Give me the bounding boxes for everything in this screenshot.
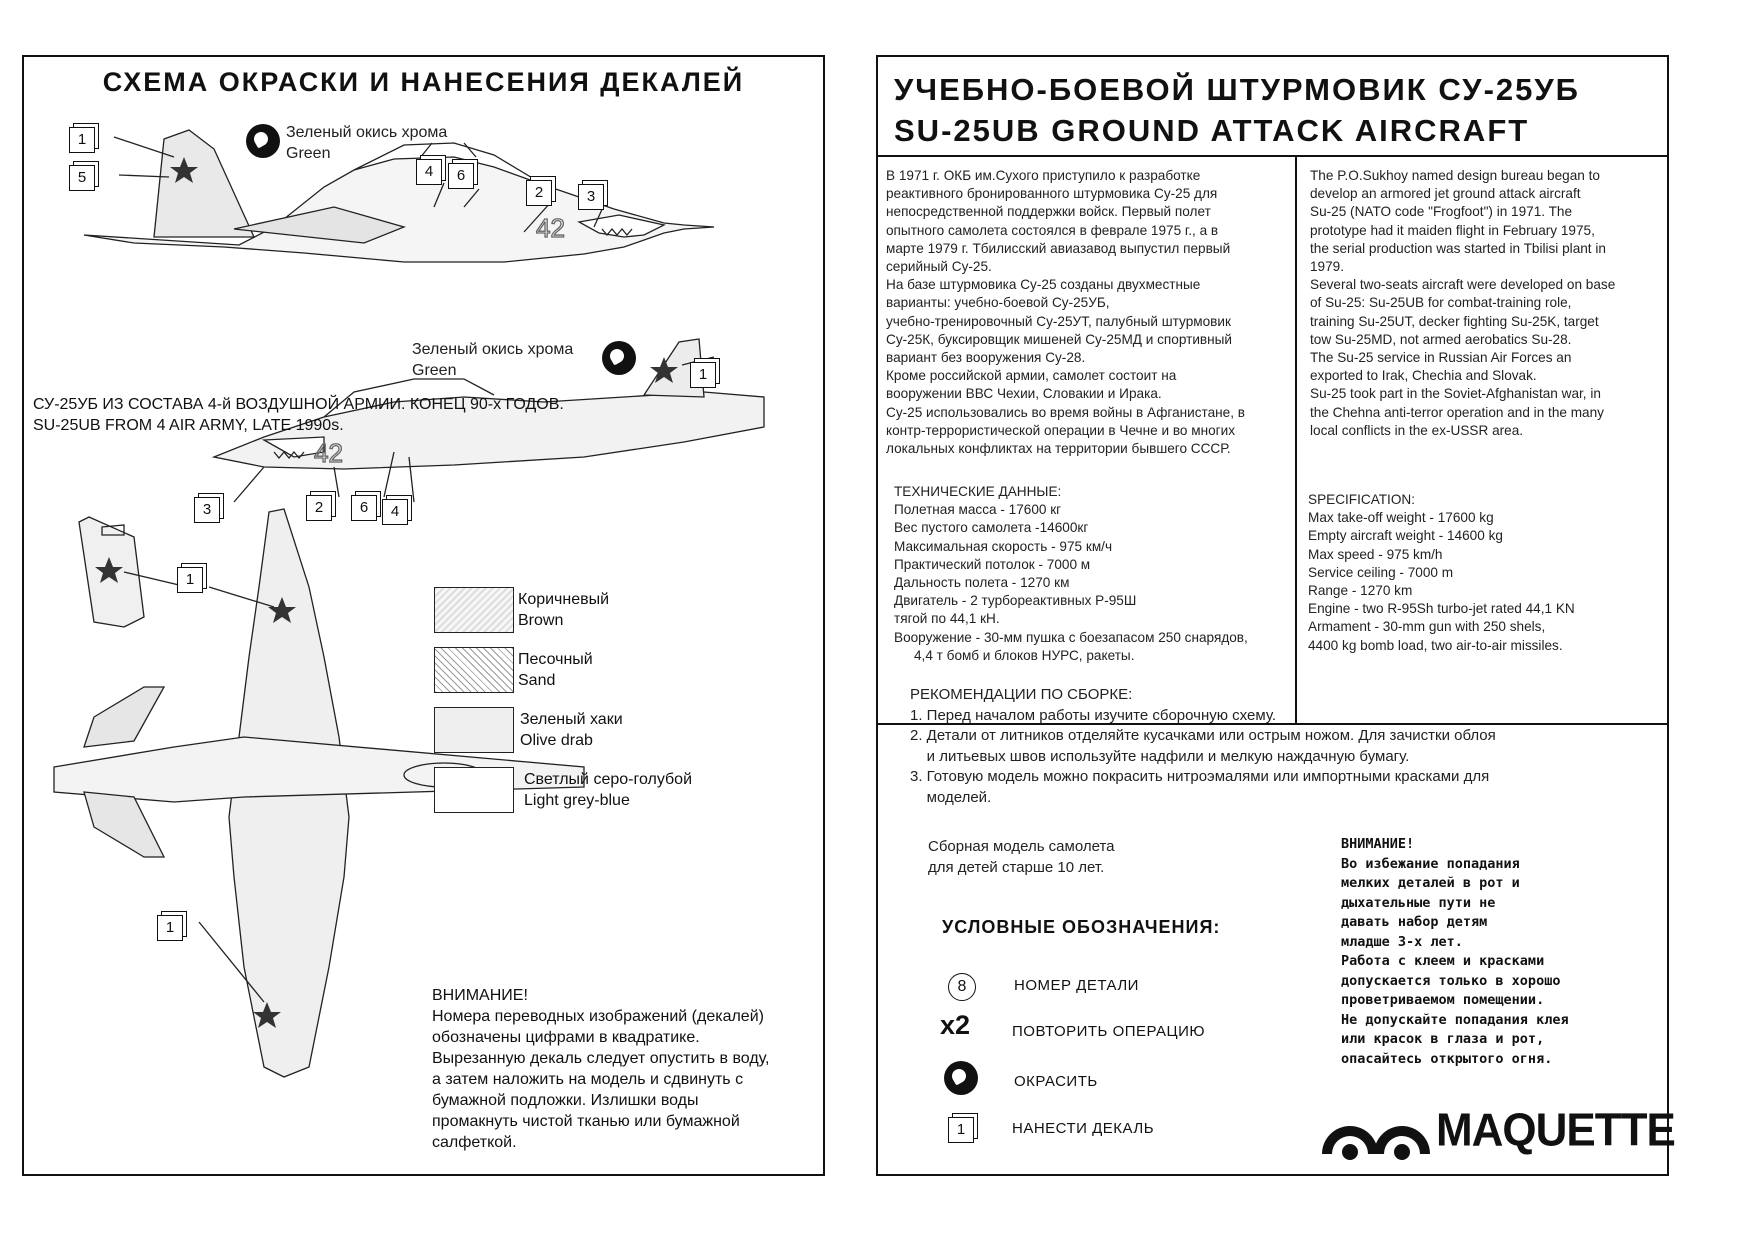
child-safety-warning-line: проветриваемом помещении.: [1341, 992, 1545, 1008]
history-ru-line: учебно-тренировочный Су-25УТ, палубный штурмовик: [886, 313, 1231, 329]
recommendation-line: 2. Детали от литников отделяйте кусачками или острым ножом. Для зачистки облоя: [910, 727, 1496, 744]
history-ru-line: Кроме российской армии, самолет состоит на: [886, 368, 1177, 384]
history-ru-line: варианты: учебно-боевой Су-25УБ,: [886, 295, 1110, 311]
color-swatch-light-grey-blue: [434, 767, 514, 813]
history-en-line: local conflicts in the ex-USSR area.: [1310, 422, 1524, 438]
history-ru: [886, 167, 1291, 458]
spec-ru-line: Полетная масса - 17600 кг: [894, 502, 1062, 518]
decal-number-box: 3: [578, 184, 604, 210]
spec-ru-line: Практический потолок - 7000 м: [894, 556, 1091, 572]
recommendation-line: и литьевых швов используйте надфили и мелкую наждачную бумагу.: [910, 747, 1410, 765]
history-ru-line: В 1971 г. ОКБ им.Сухого приступило к разработке: [886, 168, 1201, 183]
spec-en-heading: SPECIFICATION:: [1308, 492, 1415, 507]
legend-repeat: ПОВТОРИТЬ ОПЕРАЦИЮ: [1012, 1023, 1206, 1040]
history-en-line: The Su-25 service in Russian Air Forces an: [1310, 350, 1572, 366]
decal-warning-line: обозначены цифрами в квадратике.: [432, 1029, 700, 1046]
spec-ru-line: 4,4 т бомб и блоков НУРС, ракеты.: [914, 647, 1135, 663]
spec-en-line: Engine - two R-95Sh turbo-jet rated 44,1 KN: [1308, 601, 1575, 617]
age-notice-line: для детей старше 10 лет.: [928, 858, 1105, 876]
spec-en-line: Service ceiling - 7000 m: [1308, 564, 1454, 580]
decal-number-box: 5: [69, 165, 95, 191]
history-ru-line: локальных конфликтах на территории бывшего СССР.: [886, 441, 1231, 457]
color-callout-top-ru: Зеленый окись хрома: [286, 124, 448, 141]
swatch-label-en: Light grey-blue: [524, 792, 630, 809]
color-swatch-olive-drab: [434, 707, 514, 753]
history-ru-line: На базе штурмовика Су-25 созданы двухместные: [886, 277, 1201, 293]
spec-en-line: 4400 kg bomb load, two air-to-air missiles.: [1308, 637, 1563, 653]
aircraft-title-ru: УЧЕБНО-БОЕВОЙ ШТУРМОВИК СУ-25УБ: [894, 72, 1580, 107]
spec-en-line: Max take-off weight - 17600 kg: [1308, 510, 1494, 526]
recommendation-line: 3. Готовую модель можно покрасить нитроэмалями или импортными красками для: [910, 768, 1490, 785]
child-safety-warning-title: ВНИМАНИЕ!: [1341, 836, 1415, 852]
history-en-line: Several two-seats aircraft were developed on base: [1310, 277, 1616, 293]
tail-number-starboard: 42: [536, 213, 565, 243]
history-en-line: The P.O.Sukhoy named design bureau began to: [1310, 168, 1600, 183]
history-en-line: Su-25 (NATO code "Frogfoot") in 1971. The: [1310, 204, 1573, 220]
legend-decal: НАНЕСТИ ДЕКАЛЬ: [1012, 1120, 1155, 1137]
decal-number-box: 6: [351, 495, 377, 521]
spec-ru-line: Вооружение - 30-мм пушка с боезапасом 250 снарядов,: [894, 629, 1248, 645]
decal-number-box: 4: [382, 499, 408, 525]
decal-number-box: 1: [69, 127, 95, 153]
history-ru-line: Су-25К, буксировщик мишеней Су-25МД и спортивный: [886, 331, 1233, 347]
info-sheet: [876, 55, 1675, 1176]
decal-number-box: 1: [177, 567, 203, 593]
spec-ru-line: Дальность полета - 1270 км: [894, 575, 1070, 591]
spec-ru-line: тягой по 44,1 кН.: [894, 611, 1000, 627]
aircraft-title: [878, 57, 1667, 157]
history-ru-line: реактивного бронированного штурмовика Су-25 для: [886, 186, 1218, 202]
spec-ru-line: Вес пустого самолета -14600кг: [894, 520, 1089, 536]
aircraft-caption-ru: СУ-25УБ ИЗ СОСТАВА 4-й ВОЗДУШНОЙ АРМИИ. КОНЕЦ 90-х ГОДОВ.: [33, 396, 564, 413]
recommendations-title: РЕКОМЕНДАЦИИ ПО СБОРКЕ:: [910, 686, 1133, 703]
spec-ru-line: Двигатель - 2 турбореактивных Р-95Ш: [894, 593, 1137, 609]
spec-en-line: Armament - 30-mm gun with 250 shels,: [1308, 619, 1546, 635]
color-swatch-brown: [434, 587, 514, 633]
history-en-line: of Su-25: Su-25UB for combat-training role,: [1310, 295, 1572, 311]
decal-number-box: 1: [690, 362, 716, 388]
specification-en: [1308, 491, 1663, 655]
age-notice-line: Сборная модель самолета: [928, 838, 1115, 855]
legend-paint: ОКРАСИТЬ: [1014, 1073, 1098, 1090]
legend-title: УСЛОВНЫЕ ОБОЗНАЧЕНИЯ:: [942, 917, 1221, 937]
history-ru-line: серийный Су-25.: [886, 259, 992, 275]
painting-scheme-sheet: [22, 55, 825, 1176]
color-callout-mid-ru: Зеленый окись хрома: [412, 341, 574, 358]
swatch-label-ru: Песочный: [518, 651, 593, 668]
child-safety-warning-line: опасайтесь открытого огня.: [1341, 1050, 1553, 1067]
aircraft-title-en: SU-25UB GROUND ATTACK AIRCRAFT: [894, 113, 1530, 148]
decal-number-box: 1: [157, 915, 183, 941]
history-ru-line: Су-25 использовались во время войны в Афганистане, в: [886, 404, 1246, 420]
aircraft-caption: [33, 394, 564, 436]
history-en-line: training Su-25UT, decker fighting Su-25K, target: [1310, 313, 1599, 329]
aircraft-caption-en: SU-25UB FROM 4 AIR ARMY, LATE 1990s.: [33, 417, 344, 434]
tail-fin-detail-drawing: [79, 517, 179, 627]
history-en-line: the Chehna anti-terror operation and in the many: [1310, 404, 1604, 420]
decal-number-box: 4: [416, 159, 442, 185]
history-ru-line: вариант без вооружения Су-28.: [886, 350, 1086, 366]
decal-symbol-box: 1: [948, 1117, 974, 1143]
starboard-profile-drawing: [84, 130, 714, 262]
history-en-line: exported to Irak, Chechia and Slovak.: [1310, 368, 1537, 384]
history-en-line: 1979.: [1310, 259, 1345, 275]
paint-icon: [944, 1061, 978, 1095]
decal-number-box: 6: [448, 163, 474, 189]
spec-en-line: Range - 1270 km: [1308, 583, 1413, 599]
child-safety-warning-line: мелких деталей в рот и: [1341, 875, 1520, 891]
decal-warning-line: Номера переводных изображений (декалей): [432, 1008, 764, 1025]
history-ru-line: непосредственной поддержки войск. Первый полет: [886, 204, 1211, 220]
recommendation-line: 1. Перед началом работы изучите сборочную схему.: [910, 706, 1276, 724]
maquette-logo-mark: [1318, 1102, 1438, 1162]
spec-ru-line: Максимальная скорость - 975 км/ч: [894, 538, 1113, 554]
decal-number-box: 2: [306, 495, 332, 521]
specification-ru: [894, 483, 1294, 665]
history-en-line: the serial production was started in Tbilisi plant in: [1310, 240, 1606, 256]
decal-warning: [432, 985, 770, 1153]
decal-warning-line: а затем наложить на модель и сдвинуть с: [432, 1071, 744, 1088]
history-ru-line: вооружении ВВС Чехии, Словакии и Ирака.: [886, 386, 1162, 402]
child-safety-warning-line: или красок в глаза и рот,: [1341, 1031, 1545, 1047]
maquette-wordmark: MAQUETTE: [1436, 1104, 1675, 1157]
history-en: [1310, 167, 1665, 440]
part-number-symbol: 8: [948, 973, 976, 1001]
decal-number-box: 3: [194, 497, 220, 523]
decal-warning-line: салфеткой.: [432, 1134, 517, 1151]
color-callout-top-en: Green: [286, 145, 331, 162]
swatch-label-light-grey-blue: [524, 769, 692, 811]
child-safety-warning-line: давать набор детям: [1341, 914, 1488, 930]
swatch-label-en: Olive drab: [520, 732, 593, 749]
history-ru-line: опытного самолета состоялся в феврале 1975 г., а в: [886, 222, 1219, 238]
color-callout-mid-en: Green: [412, 362, 457, 379]
recommendation-line: моделей.: [910, 788, 992, 806]
swatch-label-ru: Светлый серо-голубой: [524, 771, 693, 788]
decal-warning-line: промакнуть чистой тканью или бумажной: [432, 1113, 740, 1130]
child-safety-warning-line: Не допускайте попадания клея: [1341, 1011, 1569, 1028]
swatch-label-olive-drab: [520, 709, 623, 751]
spec-ru-heading: ТЕХНИЧЕСКИЕ ДАННЫЕ:: [894, 484, 1062, 499]
child-safety-warning-line: дыхательные пути не: [1341, 894, 1496, 911]
decal-warning-line: бумажной подложки. Излишки воды: [432, 1092, 699, 1109]
swatch-label-en: Sand: [518, 672, 556, 689]
decal-number-box: 2: [526, 180, 552, 206]
history-en-line: prototype had it maiden flight in February 1975,: [1310, 222, 1595, 238]
painting-scheme-title: СХЕМА ОКРАСКИ И НАНЕСЕНИЯ ДЕКАЛЕЙ: [102, 67, 745, 97]
history-en-line: develop an armored jet ground attack aircraft: [1310, 186, 1581, 202]
history-ru-line: контр-террористической операции в Чечне и во многих: [886, 422, 1236, 438]
age-notice: [928, 837, 1115, 878]
child-safety-warning-line: Во избежание попадания: [1341, 855, 1520, 872]
spec-en-line: Max speed - 975 km/h: [1308, 546, 1443, 562]
legend-part-number: НОМЕР ДЕТАЛИ: [1014, 977, 1139, 994]
history-ru-line: марте 1979 г. Тбилисский авиазавод выпустил первый: [886, 240, 1231, 256]
assembly-recommendations: [910, 685, 1650, 808]
child-safety-warning: [1341, 835, 1641, 1069]
column-divider: [1295, 157, 1297, 724]
history-en-line: Su-25 took part in the Soviet-Afghanistan war, in: [1310, 386, 1601, 402]
tail-number-port: 42: [314, 438, 343, 468]
spec-en-line: Empty aircraft weight - 14600 kg: [1308, 528, 1503, 544]
child-safety-warning-line: допускается только в хорошо: [1341, 972, 1561, 989]
repeat-symbol: x2: [940, 1010, 971, 1040]
swatch-label-en: Brown: [518, 612, 564, 629]
decal-warning-title: ВНИМАНИЕ!: [432, 987, 528, 1004]
decal-warning-line: Вырезанную декаль следует опустить в воду,: [432, 1050, 770, 1067]
swatch-label-ru: Зеленый хаки: [520, 711, 623, 728]
swatch-label-brown: [518, 589, 609, 631]
swatch-label-ru: Коричневый: [518, 591, 610, 608]
child-safety-warning-line: младше 3-х лет.: [1341, 933, 1463, 950]
child-safety-warning-line: Работа с клеем и красками: [1341, 953, 1545, 969]
maquette-logo: [1318, 1102, 1675, 1162]
swatch-label-sand: [518, 649, 593, 691]
history-en-line: tow Su-25MD, not armed aerobatics Su-28.: [1310, 331, 1572, 347]
color-swatch-sand: [434, 647, 514, 693]
